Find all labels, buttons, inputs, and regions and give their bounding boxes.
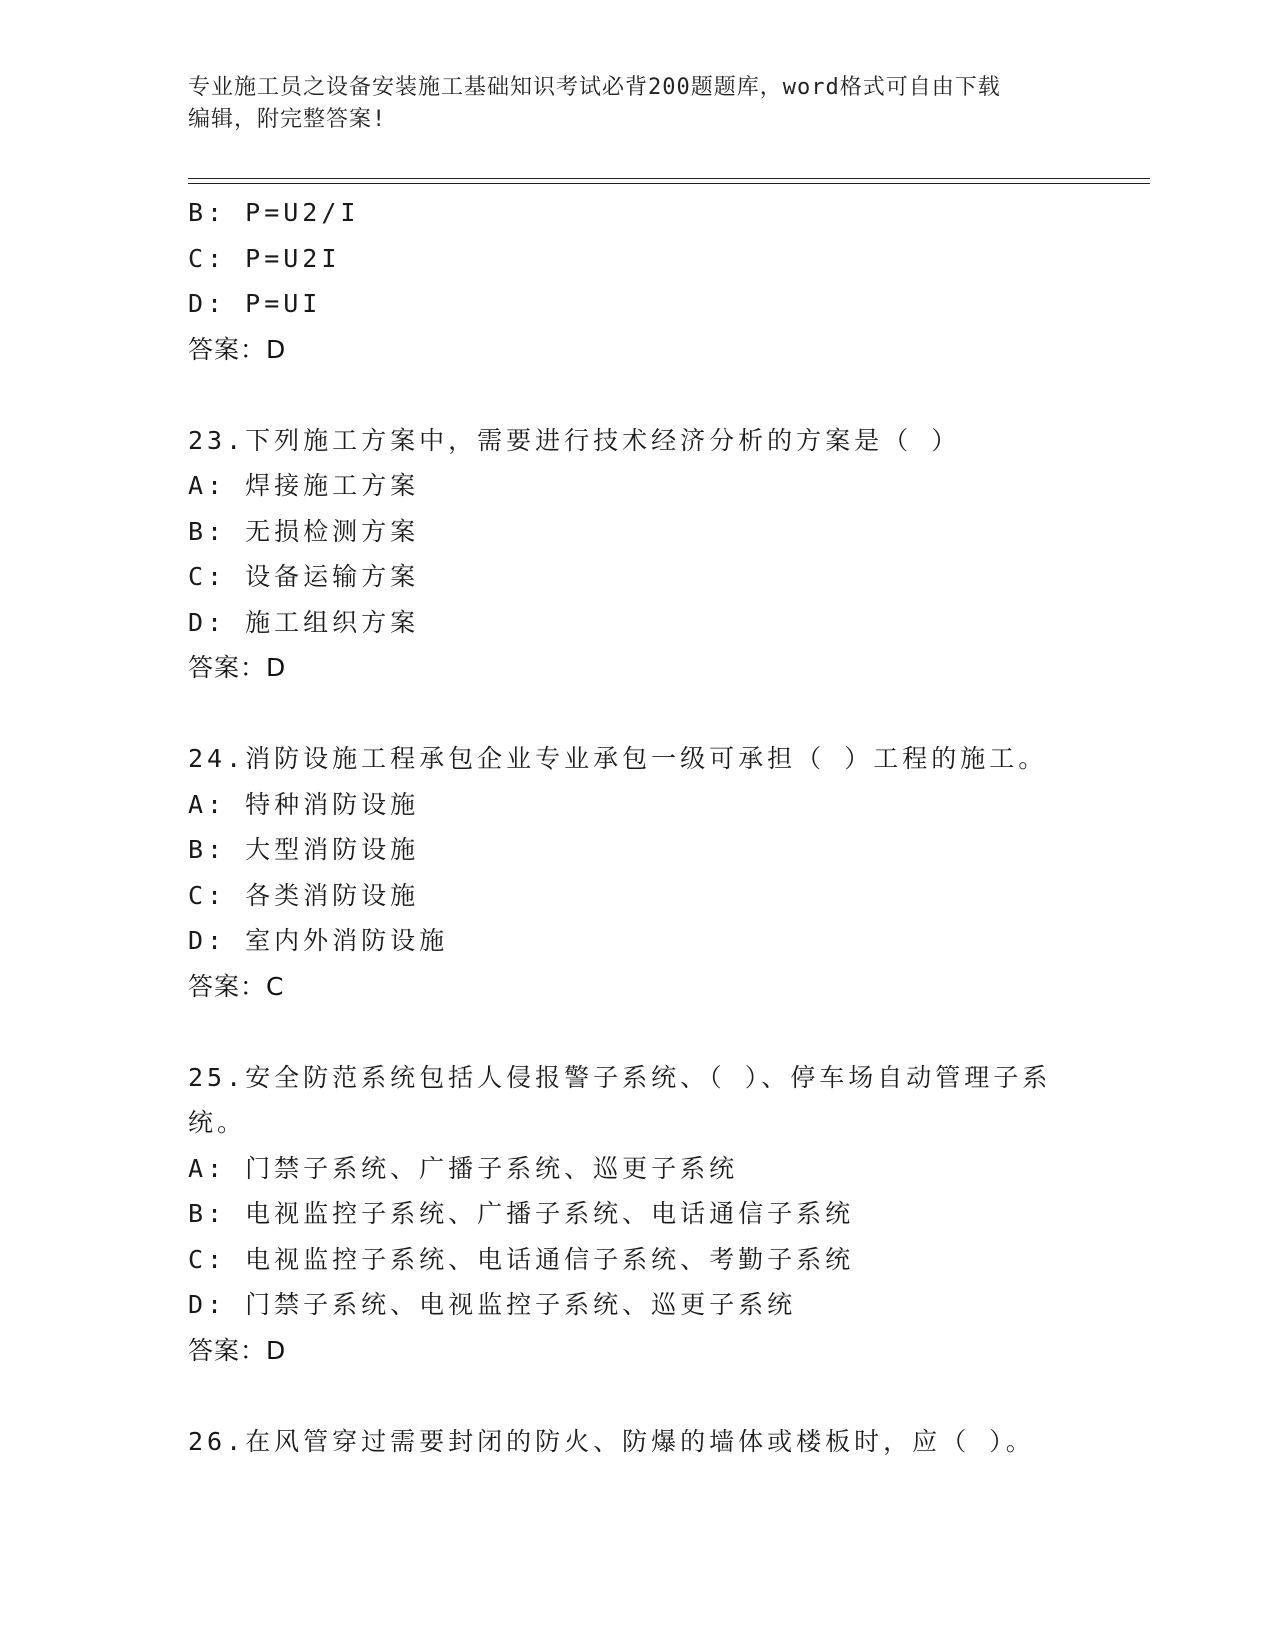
option-c: C: 各类消防设施 — [188, 880, 420, 910]
question-title-line2: 统。 — [188, 1108, 247, 1137]
header-divider-top — [188, 178, 1150, 179]
spacer — [188, 691, 1088, 737]
option-d: D: P=UI — [188, 289, 322, 318]
option-a: A: 特种消防设施 — [188, 789, 420, 819]
question-title: 23.下列施工方案中，需要进行技术经济分析的方案是（ ） — [188, 425, 961, 455]
question-22-continued — [188, 190, 1088, 372]
question-title-line1: 25.安全防范系统包括人侵报警子系统、（ ）、停车场自动管理子系 — [188, 1062, 1052, 1092]
option-d: D: 室内外消防设施 — [188, 926, 449, 955]
answer: 答案：C — [188, 971, 285, 1001]
question-23 — [188, 418, 1088, 691]
question-list — [188, 190, 1088, 1464]
option-d: D: 门禁子系统、电视监控子系统、巡更子系统 — [188, 1290, 797, 1319]
header-title-line1: 专业施工员之设备安装施工基础知识考试必背200题题库，word格式可自由下载 — [188, 75, 1001, 100]
answer: 答案：D — [188, 334, 287, 364]
question-24 — [188, 736, 1088, 1009]
option-b: B: 电视监控子系统、广播子系统、电话通信子系统 — [188, 1199, 855, 1228]
option-b: B: P=U2/I — [188, 198, 360, 227]
option-a: A: 焊接施工方案 — [188, 471, 420, 500]
header-divider-bottom — [188, 183, 1150, 184]
header-title-line2: 编辑，附完整答案! — [188, 107, 387, 132]
spacer — [188, 1009, 1088, 1055]
option-c: C: P=U2I — [188, 243, 341, 273]
answer: 答案：D — [188, 1335, 287, 1365]
option-c: C: 电视监控子系统、电话通信子系统、考勤子系统 — [188, 1244, 855, 1274]
document-header — [188, 72, 1068, 136]
spacer — [188, 1373, 1088, 1419]
question-25 — [188, 1055, 1088, 1374]
option-c: C: 设备运输方案 — [188, 562, 420, 591]
option-d: D: 施工组织方案 — [188, 607, 420, 637]
question-title: 24.消防设施工程承包企业专业承包一级可承担（ ）工程的施工。 — [188, 744, 1048, 773]
option-a: A: 门禁子系统、广播子系统、巡更子系统 — [188, 1153, 739, 1183]
question-26 — [188, 1419, 1088, 1465]
option-b: B: 大型消防设施 — [188, 835, 420, 864]
answer: 答案：D — [188, 653, 287, 682]
question-title: 26.在风管穿过需要封闭的防火、防爆的墙体或楼板时，应（ ）。 — [188, 1426, 1035, 1456]
spacer — [188, 372, 1088, 418]
option-b: B: 无损检测方案 — [188, 516, 420, 546]
